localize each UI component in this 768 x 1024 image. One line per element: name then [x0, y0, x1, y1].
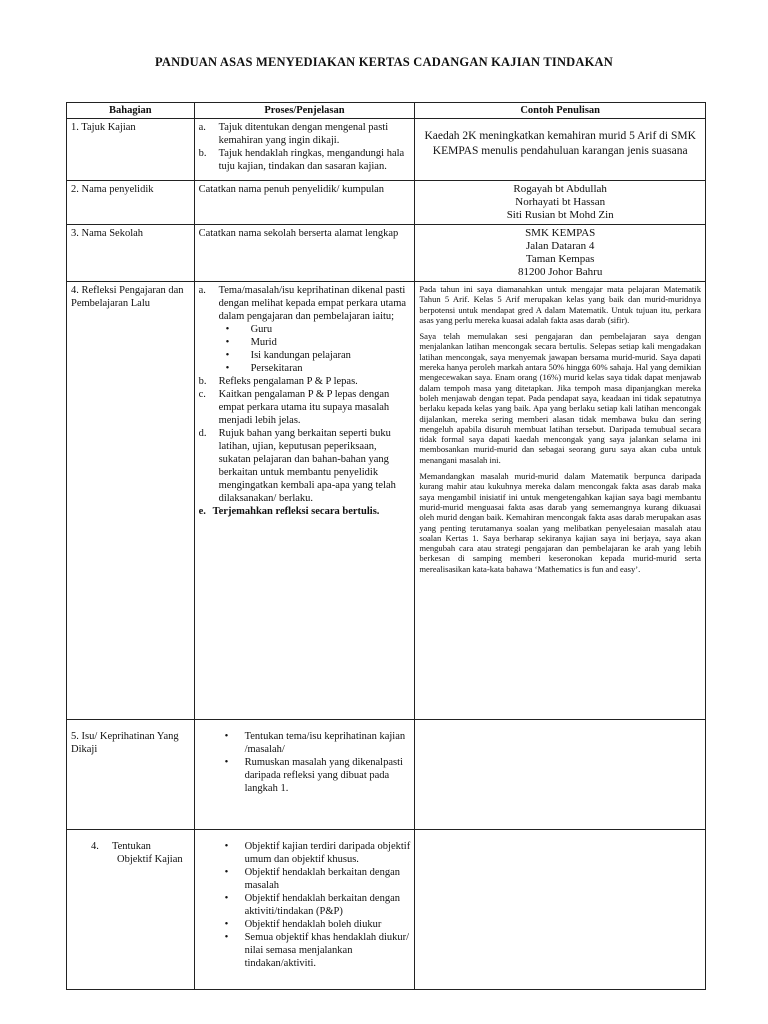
process-cell	[194, 282, 415, 720]
section-cell: 5. Isu/ Keprihatinan Yang Dikaji	[67, 720, 195, 830]
list-item: • Isi kandungan pelajaran	[199, 349, 411, 362]
process-item: b. Tajuk hendaklah ringkas, mengandungi hala tuju kajian, tindakan dan sasaran kajian.	[198, 148, 405, 172]
example-cell: Kaedah 2K meningkatkan kemahiran murid 5 Arif di SMK KEMPAS menulis pendahuluan karangan jenis suasana	[415, 119, 706, 181]
example-paragraph: Saya telah memulakan sesi pengajaran dan pembelajaran saya dengan menjalankan latihan mencongak secara bertulis. Selepas setiap kali mengadakan latihan mencongak, saya menyemak jawapan bersama murid-murid. Saya dapati mereka hanya peroleh markah antara 50% hingga 60% sahaja. Hal yang demikian mengecewakan saya. Enam orang (16%) murid kelas saya tidak dapat menjawab dalam tempoh masa yang ditetapkan. Jika tempoh masa dipanjangkan mereka boleh menjawab dengan tepat. Pada pendapat saya, keadaan ini tidak sepatutnya berlaku kepada kelas yang baik. Apa yang berlaku setiap kali latihan mencongak dijalankan, mereka sering memberi alasan tidak membawa buku dan sering mengeluh apabila disuruh membuat latihan tersebut. Daripada temubual secara tidak formal saya dapati kaedah mencongak yang saya jalankan selama ini membosankan murid-murid dan sebagai seorang guru saya akan cuba untuk menangani masalah ini.	[419, 331, 701, 465]
process-cell: Catatkan nama penuh penyelidik/ kumpulan	[194, 181, 415, 225]
table-header-row	[67, 103, 706, 119]
list-item: • Objektif hendaklah berkaitan dengan aktiviti/tindakan (P&P)	[199, 892, 411, 918]
guide-table	[66, 102, 706, 990]
process-cell	[194, 830, 415, 990]
list-item: • Tentukan tema/isu keprihatinan kajian /masalah/	[199, 730, 411, 756]
example-cell	[415, 720, 706, 830]
process-item: d. Rujuk bahan yang berkaitan seperti buku latihan, ujian, keputusan peperiksaan, sukatan pelajaran dan bahan-bahan yang berkaitan untuk membantu penyelidik mengingatkan kembali apa-apa yang telah dilaksanakan/ berlaku.	[198, 428, 396, 504]
table-row	[67, 181, 706, 225]
list-item: • Guru	[199, 323, 411, 336]
section-cell: 4. Refleksi Pengajaran dan Pembelajaran Lalu	[67, 282, 195, 720]
example-paragraph: Memandangkan masalah murid-murid dalam Matematik berpunca daripada kurang mahir atau kukuhnya mereka dalam mencongak fakta asas darab maka saya mengambil inisiatif ini untuk mengetengahkan kajian saya bagi membantu murid-murid menguasai fakta asas darab yang sememangnya kurang dikuasai oleh murid dengan baik. Kemahiran mencongak fakta asas darab merupakan asas yang penting terutamanya soalan yang melibatkan penyelesaian masalah atau soalan Kertas 1. Saya berharap sekiranya kajian saya ini berjaya, saya akan mengubah cara atau strategi pengajaran dan pembelajaran ke arah yang lebih berkesan di samping memberi keseronokan kepada murid-murid serta merealisasikan kata-kata bahawa ‘Mathematics is fun and easy’.	[419, 471, 701, 574]
example-cell: Rogayah bt Abdullah Norhayati bt Hassan Siti Rusian bt Mohd Zin	[415, 181, 706, 225]
list-item: • Murid	[199, 336, 411, 349]
section-cell: 3. Nama Sekolah	[67, 225, 195, 282]
example-cell: SMK KEMPAS Jalan Dataran 4 Taman Kempas 81200 Johor Bahru	[415, 225, 706, 282]
section-cell: 2. Nama penyelidik	[67, 181, 195, 225]
list-item: • Objektif hendaklah boleh diukur	[199, 918, 411, 931]
process-item: a. Tajuk ditentukan dengan mengenal pasti kemahiran yang ingin dikaji.	[198, 122, 389, 146]
header-proses: Proses/Penjelasan	[194, 103, 415, 119]
list-item: • Objektif hendaklah berkaitan dengan masalah	[199, 866, 411, 892]
table-row	[67, 720, 706, 830]
example-paragraph: Pada tahun ini saya diamanahkan untuk mengajar mata pelajaran Matematik Tahun 5 Arif. Kelas 5 Arif merupakan kelas yang baik dan murid-muridnya berpotensi untuk mendapat gred A dalam Matematik. Untuk tujuan itu, perkara asas yang perlu mereka kuasai adalah fakta asas darab (sifir).	[419, 284, 701, 325]
list-item: • Semua objektif khas hendaklah diukur/ nilai semasa menjalankan tindakan/aktiviti.	[199, 931, 411, 970]
list-item: • Rumuskan masalah yang dikenalpasti daripada refleksi yang dibuat pada langkah 1.	[199, 756, 411, 795]
process-item: b. Refleks pengalaman P & P lepas.	[198, 376, 358, 387]
page-title: PANDUAN ASAS MENYEDIAKAN KERTAS CADANGAN KAJIAN TINDAKAN	[154, 55, 613, 69]
example-cell	[415, 830, 706, 990]
header-contoh: Contoh Penulisan	[415, 103, 706, 119]
list-item: • Objektif kajian terdiri daripada objektif umum dan objektif khusus.	[199, 840, 411, 866]
table-row	[67, 225, 706, 282]
table-row	[67, 119, 706, 181]
section-cell: 4. Tentukan Objektif Kajian	[67, 830, 195, 990]
process-item: c. Kaitkan pengalaman P & P lepas dengan empat perkara utama itu supaya masalah menjadi lebih jelas.	[198, 389, 390, 426]
process-cell	[194, 119, 415, 181]
header-bahagian: Bahagian	[67, 103, 195, 119]
example-cell	[415, 282, 706, 720]
process-item: a. Tema/masalah/isu keprihatinan dikenal pasti dengan melihat kepada empat perkara utama dalam pengajaran dan pembelajaran iaitu; • Guru • Murid • Isi kandungan pelajaran • Persekitaran	[199, 284, 411, 375]
process-cell: Catatkan nama sekolah berserta alamat lengkap	[194, 225, 415, 282]
section-cell: 1. Tajuk Kajian	[67, 119, 195, 181]
list-item: • Persekitaran	[199, 362, 411, 375]
table-row	[67, 830, 706, 990]
process-cell	[194, 720, 415, 830]
table-row	[67, 282, 706, 720]
process-item: e. Terjemahkan refleksi secara bertulis.	[198, 506, 380, 517]
